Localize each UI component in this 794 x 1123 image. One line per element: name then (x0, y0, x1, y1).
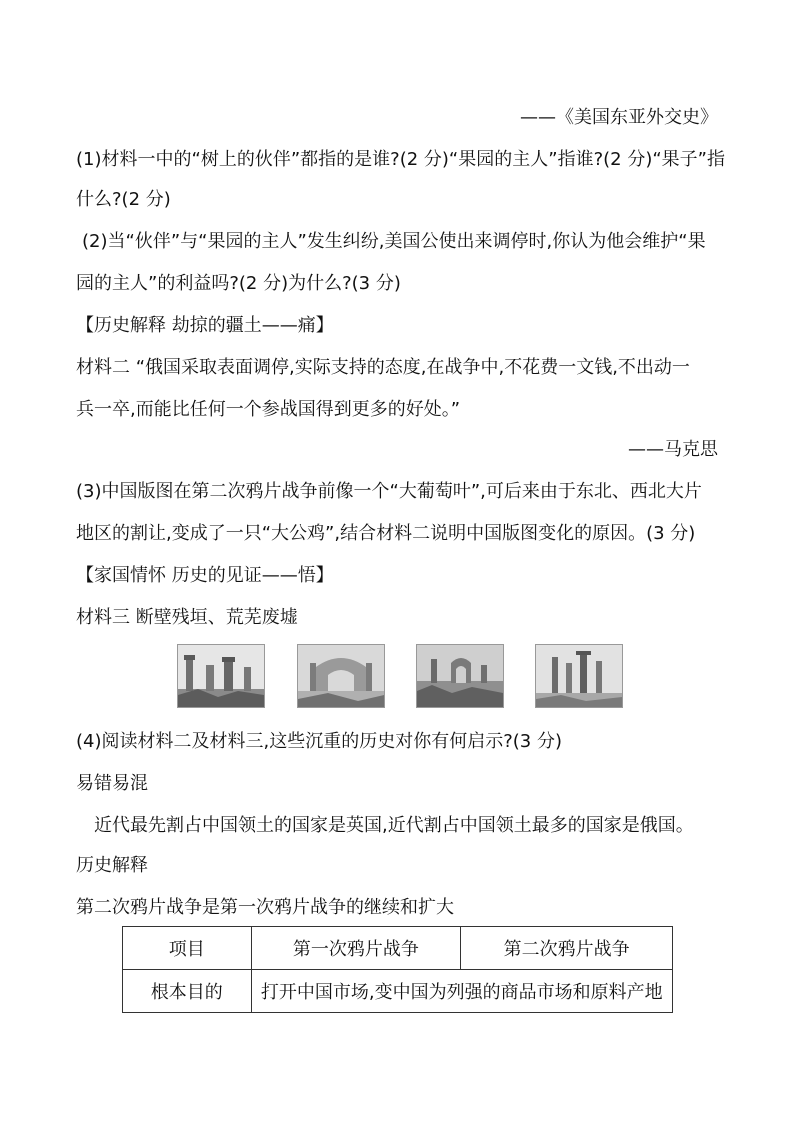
table-row-label: 根本目的 (123, 970, 252, 1013)
question-1-line-2: 什么?(2 分) (76, 189, 171, 210)
material1-source: ——《美国东亚外交史》 (520, 107, 718, 128)
easy-mistake-heading: 易错易混 (76, 773, 148, 794)
question-3-line-2: 地区的割让,变成了一只“大公鸡”,结合材料二说明中国版图变化的原因。(3 分) (76, 523, 696, 544)
table-header-cell: 第二次鸦片战争 (461, 927, 673, 970)
question-3-line-1: (3)中国版图在第二次鸦片战争前像一个“大葡萄叶”,可后来由于东北、西北大片 (76, 481, 702, 502)
table-row (123, 970, 673, 1013)
ruins-photo-4 (535, 644, 623, 708)
section-heading-history-explanation: 【历史解释 劫掠的疆土——痛】 (76, 315, 334, 336)
table-header-row (123, 927, 673, 970)
section-heading-national-sentiment: 【家国情怀 历史的见证——悟】 (76, 565, 334, 586)
ruins-photo-strip (0, 644, 794, 708)
material-2-line-1: 材料二 “俄国采取表面调停,实际支持的态度,在战争中,不花费一文钱,不出动一 (76, 357, 690, 378)
material-2-source: ——马克思 (628, 439, 718, 460)
material-3-label: 材料三 断壁残垣、荒芜废墟 (76, 607, 298, 628)
question-4: (4)阅读材料二及材料三,这些沉重的历史对你有何启示?(3 分) (76, 731, 562, 752)
table-header-cell: 第一次鸦片战争 (251, 927, 461, 970)
history-explanation-heading: 历史解释 (76, 855, 148, 876)
question-2-line-1: (2)当“伙伴”与“果园的主人”发生纠纷,美国公使出来调停时,你认为他会维护“果 (82, 231, 706, 252)
table-row-value: 打开中国市场,变中国为列强的商品市场和原料产地 (251, 970, 673, 1013)
material-2-line-2: 兵一卒,而能比任何一个参战国得到更多的好处。” (76, 399, 461, 420)
table-header-cell: 项目 (123, 927, 252, 970)
history-explanation-intro: 第二次鸦片战争是第一次鸦片战争的继续和扩大 (76, 897, 454, 918)
question-2-line-2: 园的主人”的利益吗?(2 分)为什么?(3 分) (76, 273, 401, 294)
ruins-photo-1 (177, 644, 265, 708)
opium-war-comparison-table (122, 926, 673, 1013)
question-1-line-1: (1)材料一中的“树上的伙伴”都指的是谁?(2 分)“果园的主人”指谁?(2 分)“果子”指 (76, 149, 725, 170)
ruins-photo-2 (297, 644, 385, 708)
easy-mistake-text: 近代最先割占中国领土的国家是英国,近代割占中国领土最多的国家是俄国。 (94, 815, 694, 836)
ruins-photo-3 (416, 644, 504, 708)
